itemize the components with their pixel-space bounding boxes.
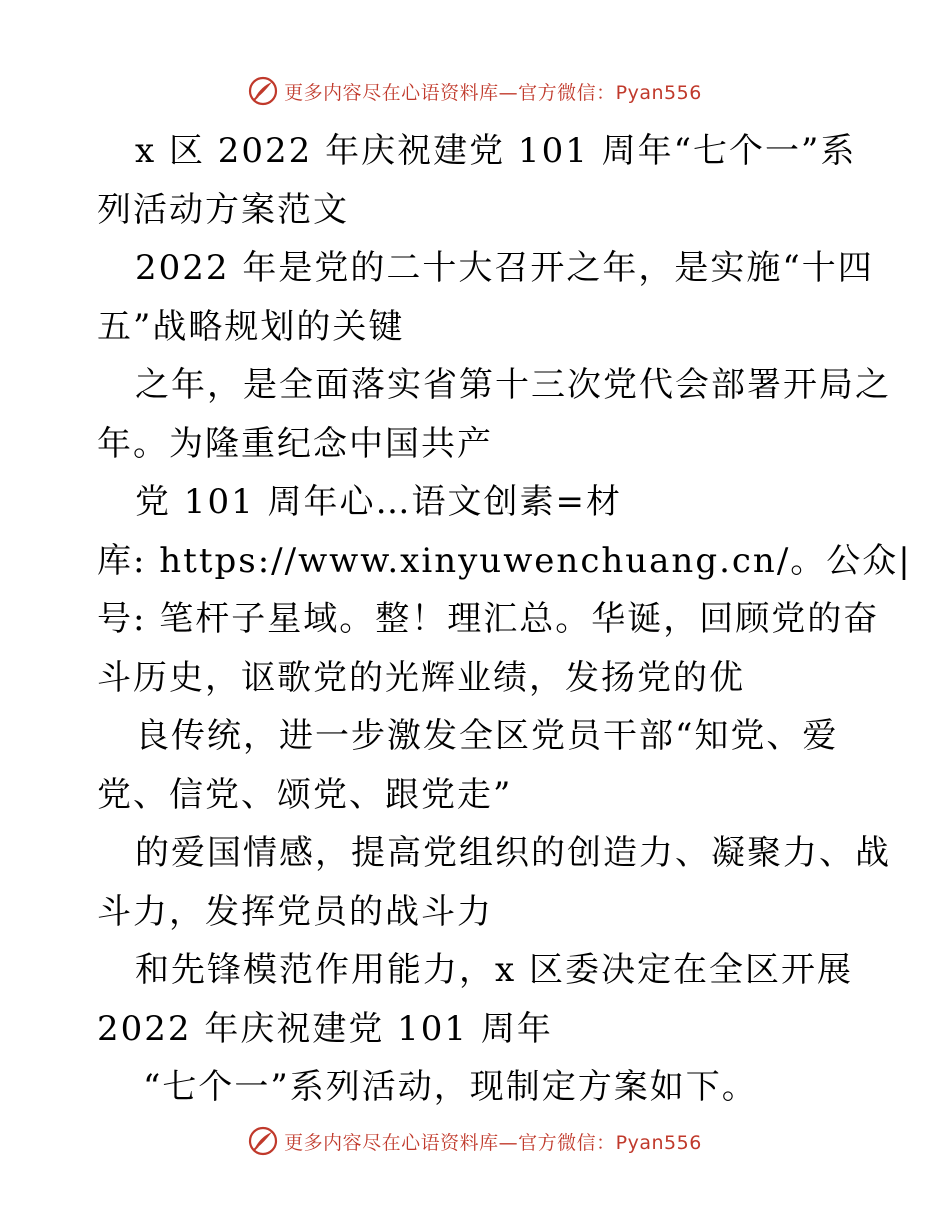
title-line-2: 列活动方案范文: [97, 189, 349, 230]
paragraph-line: 和先锋模范作用能力，x 区委决定在全区开展: [135, 950, 853, 990]
paragraph-line: 党 101 周年心…语文创素=材: [135, 482, 622, 522]
paragraph-line: 斗历史，讴歌党的光辉业绩，发扬党的优: [97, 657, 745, 698]
paragraph-line: 五”战略规划的关键: [97, 306, 405, 347]
footer-watermark: [0, 1121, 950, 1161]
paragraph-line: 之年，是全面落实省第十三次党代会部署开局之: [135, 365, 891, 405]
paragraph-line: 斗力，发挥党员的战斗力: [97, 891, 493, 932]
quill-logo-icon: [248, 76, 278, 106]
paragraph-line: 党、信党、颂党、跟党走”: [97, 774, 513, 815]
paragraph-line: 年。为隆重纪念中国共产: [97, 423, 493, 464]
paragraph-line: 库: https://www.xinyuwenchuang.cn/。公众|: [97, 540, 912, 581]
paragraph-line: 2022 年庆祝建党 101 周年: [97, 1008, 553, 1049]
paragraph-line: “七个一”系列活动，现制定方案如下。: [143, 1067, 758, 1107]
document-body: [97, 122, 912, 1117]
paragraph-line: 良传统，进一步激发全区党员干部“知党、爱: [135, 716, 839, 756]
quill-logo-icon: [248, 1126, 278, 1156]
paragraph-line: 号: 笔杆子星域。整！理汇总。华诞，回顾党的奋: [97, 599, 880, 639]
paragraph-line: 2022 年是党的二十大召开之年，是实施“十四: [135, 248, 874, 288]
watermark-text: 更多内容尽在心语资料库—官方微信：Pyan556: [284, 1131, 702, 1154]
title-line-1: x 区 2022 年庆祝建党 101 周年“七个一”系: [135, 131, 857, 171]
watermark-text: 更多内容尽在心语资料库—官方微信：Pyan556: [284, 81, 702, 104]
paragraph-line: 的爱国情感，提高党组织的创造力、凝聚力、战: [135, 833, 891, 873]
header-watermark: [0, 71, 950, 111]
